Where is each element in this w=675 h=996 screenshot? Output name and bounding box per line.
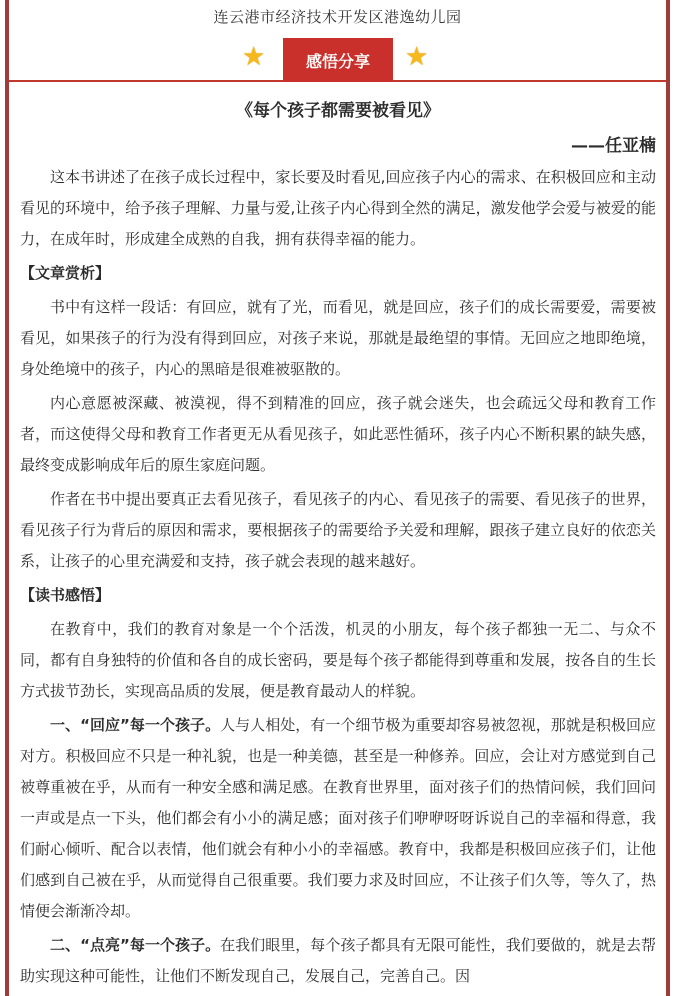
school-name: 连云港市经济技术开发区港逸幼儿园 [213,8,462,26]
analysis-paragraph: 内心意愿被深藏、被漠视，得不到精准的回应，孩子就会迷失，也会疏远父母和教育工作者，而这使得父母和教育工作者更无从看见孩子，如此恶性循环，孩子内心不断积累的缺失感，最终变成影响成年后的原生家庭问题。 [20,394,656,474]
analysis-paragraph: 书中有这样一段话：有回应，就有了光，而看见，就是回应，孩子们的成长需要爱，需要被看见，如果孩子的行为没有得到回应，对孩子来说，那就是最绝望的事情。无回应之地即绝境，身处绝境中的孩子，内心的黑暗是很难被驱散的。 [20,298,656,378]
reflection-point-2 [20,930,656,992]
reflection-intro-paragraph: 在教育中，我们的教育对象是一个个活泼，机灵的小朋友，每个孩子都独一无二、与众不同，都有自身独特的价值和各自的成长密码，要是每个孩子都能得到尊重和发展，按各自的生长方式拔节劲长，实现高品质的发展，便是教育最动人的样貌。 [20,620,656,700]
star-icon: ★ [242,42,266,72]
point-2-lead: 二、“点亮”每一个孩子。 [50,936,221,954]
point-1-text: 人与人相处，有一个细节极为重要却容易被忽视，那就是积极回应对方。积极回应不只是一种礼貌，也是一种美德，甚至是一种修养。回应，会让对方感觉到自己被尊重被在乎，从而有一种安全感和满足感。在教育世界里，面对孩子们的热情问候，我们回问一声或是点一下头，他们都会有小小的满足感；面对孩子们咿咿呀呀诉说自己的幸福和得意，我们耐心倾听、配合以表情，他们就会有种小小的幸福感。教育中，我都是积极回应孩子们，让他们感到自己被在乎，从而觉得自己很重要。我们要力求及时回应，不让孩子们久等，等久了，热情便会渐渐冷却。 [20,716,656,920]
article-body [20,96,656,995]
article-author: ——任亚楠 [571,136,656,156]
analysis-paragraph: 作者在书中提出要真正去看见孩子，看见孩子的内心、看见孩子的需要、看见孩子的世界，看见孩子行为背后的原因和需求，要根据孩子的需要给予关爱和理解，跟孩子建立良好的依恋关系，让孩子的心里充满爱和支持，孩子就会表现的越来越好。 [20,490,656,570]
article-title: 《每个孩子都需要被看见》 [236,101,440,121]
intro-paragraph: 这本书讲述了在孩子成长过程中，家长要及时看见,回应孩子内心的需求、在积极回应和主动看见的环境中，给予孩子理解、力量与爱,让孩子内心得到全然的满足，激发他学会爱与被爱的能力，在成年时，形成建全成熟的自我，拥有获得幸福的能力。 [20,168,656,248]
reflection-point-1 [20,710,656,927]
point-2-text: 在我们眼里，每个孩子都具有无限可能性，我们要做的，就是去帮助实现这种可能性，让他们不断发现自己，发展自己，完善自己。因 [20,936,656,985]
section-banner: 感悟分享 [283,38,393,82]
star-icon: ★ [405,42,429,72]
right-frame-border [666,0,670,996]
section-heading-analysis: 【文章赏析】 [20,264,111,282]
left-frame-border [5,0,9,996]
section-heading-reflection: 【读书感悟】 [20,586,111,604]
point-1-lead: 一、“回应”每一个孩子。 [50,716,221,734]
